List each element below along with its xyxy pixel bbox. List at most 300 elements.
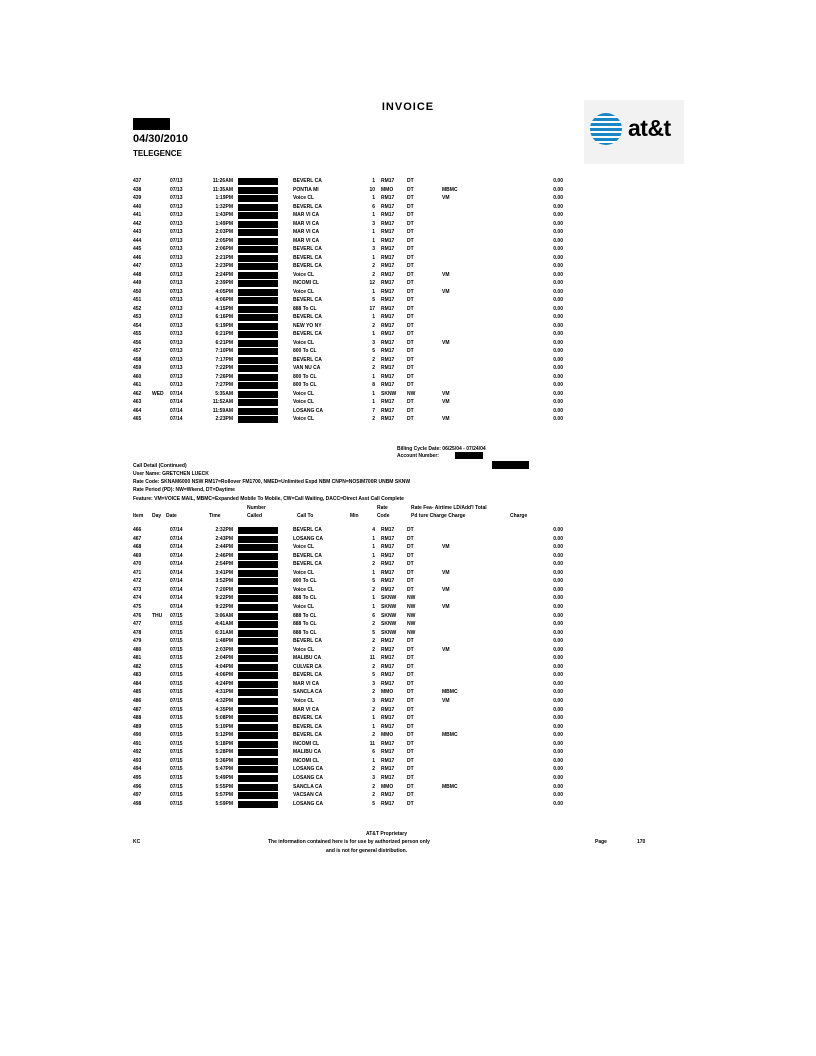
cell-min: 1 [372,288,375,295]
cell-min: 11 [369,740,375,747]
cell-total: 0.00 [553,586,563,593]
cell-code: RM17 [381,229,395,235]
cell-call: BEVERL CA [293,203,322,210]
redacted-number [238,238,278,245]
cell-code: RM17 [381,774,395,781]
cell-code: RM17 [381,288,395,295]
cell-item: 451 [133,297,142,303]
cell-rfeat: DT [407,586,414,593]
cell-item: 494 [133,766,142,773]
cell-time: 2:03PM [215,229,233,235]
redacted-number [238,570,278,577]
cell-date: 07/14 [170,527,183,533]
cell-min: 3 [372,774,375,781]
cell-total: 0.00 [553,407,563,414]
table-row [0,561,816,568]
cell-call: MAR VI CA [293,706,320,713]
cell-total: 0.00 [553,263,563,269]
table-row [0,613,816,620]
table-row [0,724,816,731]
cell-rfeat: NW [407,629,416,636]
table-row [0,255,816,262]
cell-code: SKNW [381,629,397,636]
table-row [0,638,816,645]
cell-time: 2:21PM [215,254,233,261]
cell-min: 2 [372,263,375,269]
cell-feat: VM [442,698,450,704]
cell-item: 487 [133,706,142,713]
cell-time: 4:35PM [215,706,233,713]
cell-min: 11 [369,655,375,662]
cell-code: RM17 [381,237,395,244]
cell-call: MAR VI CA [293,220,320,227]
cell-total: 0.00 [553,800,563,807]
cell-rfeat: DT [407,535,414,542]
redacted-number [238,698,278,705]
cell-time: 1:32PM [215,203,233,210]
cell-item: 485 [133,689,142,696]
cell-min: 2 [372,646,375,653]
footer-info-line1: The information contained here is for use by authorized person only [268,839,430,845]
cell-feat: VM [442,416,450,422]
cell-rfeat: DT [407,638,414,645]
cell-time: 2:06PM [215,246,233,252]
cell-total: 0.00 [553,535,563,542]
redacted-number [238,212,278,219]
footer-info-line2: and is not for general distribution. [326,848,408,854]
cell-feat: VM [442,646,450,653]
cell-time: 2:23PM [215,263,233,269]
cell-total: 0.00 [553,612,563,619]
cell-call: LOSANG CA [293,774,323,781]
cell-rfeat: DT [407,698,414,704]
cell-code: RM17 [381,766,395,773]
cell-date: 07/13 [170,339,183,346]
cell-rfeat: DT [407,178,414,184]
cell-call: LOSANG CA [293,766,323,773]
cell-item: 440 [133,203,142,210]
cell-min: 3 [372,246,375,252]
cell-date: 07/15 [170,672,183,679]
cell-rfeat: DT [407,348,414,354]
table-row [0,672,816,679]
cell-rfeat: DT [407,706,414,713]
table-row [0,204,816,211]
table-row [0,775,816,782]
cell-rfeat: NW [407,595,416,602]
redacted-number [238,289,278,296]
cell-date: 07/15 [170,706,183,713]
table-row [0,280,816,287]
cell-call: 800 To CL [293,373,317,380]
redacted-number [238,689,278,696]
redacted-number [238,382,278,389]
cell-time: 9:22PM [215,595,233,602]
cell-code: RM17 [381,263,395,269]
cell-rfeat: DT [407,212,414,218]
cell-call: BEVERL CA [293,178,322,184]
cell-rfeat: DT [407,723,414,730]
cell-code: RM17 [381,663,395,670]
cell-item: 437 [133,178,142,184]
cell-date: 07/15 [170,663,183,670]
cell-rfeat: DT [407,195,414,201]
cell-call: Voice CL [293,603,315,610]
cell-time: 2:43PM [215,535,233,542]
table-row [0,340,816,347]
company-name: TELEGENCE [133,149,182,158]
cell-rfeat: DT [407,663,414,670]
cell-item: 458 [133,356,142,363]
cell-total: 0.00 [553,305,563,312]
cell-code: RM17 [381,220,395,227]
cell-call: BEVERL CA [293,356,322,363]
cell-min: 1 [372,569,375,576]
cell-code: RM17 [381,254,395,261]
redacted-number [238,297,278,304]
cell-time: 3:06AM [215,612,233,619]
cell-min: 1 [372,715,375,722]
cell-code: RM17 [381,203,395,210]
redacted-number [238,195,278,202]
table-row [0,382,816,389]
cell-time: 5:47PM [215,766,233,773]
cell-time: 7:27PM [215,382,233,388]
cell-time: 1:43PM [215,212,233,218]
table-row [0,246,816,253]
cell-date: 07/13 [170,220,183,227]
cell-call: LOSANG CA [293,407,323,414]
cell-date: 07/13 [170,356,183,363]
cell-code: RM17 [381,178,395,184]
cell-total: 0.00 [553,195,563,201]
cell-total: 0.00 [553,237,563,244]
cell-rfeat: DT [407,757,414,764]
cell-day: WED [152,390,164,397]
cell-rfeat: DT [407,339,414,346]
cell-time: 11:26AM [212,178,233,184]
cell-min: 2 [372,792,375,799]
cell-code: RM17 [381,586,395,593]
cell-total: 0.00 [553,766,563,773]
cell-min: 2 [372,416,375,422]
cell-date: 07/13 [170,178,183,184]
cell-total: 0.00 [553,689,563,696]
cell-time: 2:32PM [215,527,233,533]
cell-rfeat: DT [407,305,414,312]
cell-min: 3 [372,220,375,227]
cell-rfeat: DT [407,792,414,799]
cell-item: 483 [133,672,142,679]
cell-call: LOSANG CA [293,535,323,542]
cell-code: RM17 [381,655,395,662]
cell-total: 0.00 [553,672,563,679]
table-row [0,306,816,313]
cell-min: 1 [372,535,375,542]
cell-item: 495 [133,774,142,781]
cell-time: 3:52PM [215,578,233,585]
cell-call: BEVERL CA [293,715,322,722]
redacted-number [238,323,278,330]
cell-call: BEVERL CA [293,314,322,320]
cell-min: 2 [372,586,375,593]
rate-period: Rate Period (PD): NW=Wkend, DT=Daytime [133,487,235,493]
cell-code: RM17 [381,715,395,722]
cell-date: 07/14 [170,561,183,568]
cell-date: 07/15 [170,783,183,790]
redacted-number [238,416,278,423]
cell-min: 2 [372,621,375,628]
cell-time: 1:49PM [215,220,233,227]
cell-item: 480 [133,646,142,653]
cell-min: 5 [372,297,375,303]
cell-item: 449 [133,280,142,286]
cell-item: 482 [133,663,142,670]
cell-call: Voice CL [293,586,315,593]
cell-item: 498 [133,800,142,807]
cell-min: 1 [372,757,375,764]
table-row [0,238,816,245]
cell-total: 0.00 [553,749,563,756]
table-row [0,408,816,415]
redacted-number [238,724,278,731]
cell-min: 6 [372,749,375,756]
redacted-number [238,801,278,808]
redacted-number [238,766,278,773]
redacted-number [238,749,278,756]
cell-item: 460 [133,373,142,380]
cell-call: BEVERL CA [293,672,322,679]
table-row [0,263,816,270]
table-row [0,664,816,671]
cell-date: 07/14 [170,569,183,576]
cell-time: 5:55PM [215,783,233,790]
cell-item: 453 [133,314,142,320]
cell-item: 441 [133,212,142,218]
cell-call: CULVER CA [293,663,322,670]
cell-min: 1 [372,237,375,244]
cell-call: MALIBU CA [293,749,322,756]
table-row [0,621,816,628]
cell-total: 0.00 [553,740,563,747]
cell-item: 476 [133,612,142,619]
cell-feat: VM [442,195,450,201]
cell-total: 0.00 [553,527,563,533]
cell-item: 446 [133,254,142,261]
cell-call: MAR VI CA [293,212,320,218]
cell-total: 0.00 [553,297,563,303]
cell-date: 07/15 [170,638,183,645]
cell-rfeat: DT [407,237,414,244]
redacted-number [238,272,278,279]
cell-date: 07/14 [170,416,183,422]
cell-total: 0.00 [553,757,563,764]
user-name: User Name: GRETCHEN LUECK [133,471,209,477]
cell-min: 2 [372,638,375,645]
cell-rfeat: DT [407,800,414,807]
redacted-number [238,280,278,287]
col-header-rate-fea: Rate Fea- Airtime LD/Add'l Total [411,505,487,511]
cell-code: MMO [381,689,394,696]
cell-time: 7:10PM [215,348,233,354]
cell-date: 07/13 [170,373,183,380]
cell-call: PONTIA MI [293,186,319,193]
table-row [0,544,816,551]
cell-call: Voice CL [293,271,315,278]
cell-time: 5:08PM [215,715,233,722]
cell-total: 0.00 [553,399,563,405]
table-row [0,289,816,296]
cell-time: 2:23PM [215,416,233,422]
table-row [0,595,816,602]
cell-code: RM17 [381,314,395,320]
cell-min: 2 [372,766,375,773]
cell-item: 463 [133,399,142,405]
cell-total: 0.00 [553,603,563,610]
redacted-number [238,391,278,398]
cell-code: RM17 [381,706,395,713]
cell-date: 07/13 [170,254,183,261]
cell-time: 2:03PM [215,646,233,653]
cell-time: 6:21PM [215,339,233,346]
cell-date: 07/15 [170,723,183,730]
redacted-block [492,461,529,469]
cell-code: RM17 [381,749,395,756]
cell-total: 0.00 [553,416,563,422]
col-header-rate: Rate [377,505,388,511]
cell-item: 448 [133,271,142,278]
cell-min: 1 [372,178,375,184]
cell-time: 1:48PM [215,638,233,645]
cell-date: 07/15 [170,774,183,781]
cell-code: RM17 [381,407,395,414]
cell-total: 0.00 [553,339,563,346]
col-header-date: Date [166,513,177,519]
cell-feat: VM [442,399,450,405]
cell-min: 1 [372,544,375,551]
cell-total: 0.00 [553,792,563,799]
cell-item: 454 [133,322,142,329]
table-row [0,784,816,791]
cell-item: 484 [133,680,142,687]
cell-date: 07/15 [170,732,183,739]
cell-code: RM17 [381,305,395,312]
cell-min: 2 [372,689,375,696]
cell-call: NEW YO NY [293,322,322,329]
table-row [0,195,816,202]
cell-rfeat: DT [407,254,414,261]
redacted-number [238,715,278,722]
cell-call: BEVERL CA [293,246,322,252]
cell-total: 0.00 [553,621,563,628]
cell-call: Voice CL [293,195,315,201]
cell-rfeat: DT [407,229,414,235]
cell-total: 0.00 [553,373,563,380]
cell-code: RM17 [381,672,395,679]
cell-total: 0.00 [553,569,563,576]
cell-code: RM17 [381,339,395,346]
cell-min: 2 [372,322,375,329]
cell-call: Voice CL [293,288,315,295]
cell-call: MAR VI CA [293,229,320,235]
cell-time: 2:54PM [215,561,233,568]
cell-total: 0.00 [553,774,563,781]
att-globe-icon [590,113,622,145]
cell-item: 444 [133,237,142,244]
cell-code: RM17 [381,680,395,687]
cell-item: 468 [133,544,142,551]
cell-code: RM17 [381,561,395,568]
cell-total: 0.00 [553,331,563,337]
cell-call: Voice CL [293,399,315,405]
cell-call: INCOMI CL [293,757,320,764]
cell-total: 0.00 [553,646,563,653]
cell-date: 07/14 [170,578,183,585]
cell-min: 5 [372,348,375,354]
cell-time: 4:41AM [215,621,233,628]
cell-min: 5 [372,672,375,679]
cell-date: 07/15 [170,757,183,764]
table-row [0,766,816,773]
table-row [0,331,816,338]
redacted-number [238,784,278,791]
rate-code: Rate Code: SKNAM6000 NSW RM17=Rollover FM1700, NMED=Unlimited Expd NBM CNPN=NOSIM700R UNBM SKNW [133,479,411,485]
cell-rfeat: DT [407,672,414,679]
cell-call: 888 To CL [293,612,317,619]
redacted-number [238,374,278,381]
cell-date: 07/13 [170,246,183,252]
cell-call: BEVERL CA [293,723,322,730]
cell-total: 0.00 [553,322,563,329]
cell-date: 07/14 [170,603,183,610]
cell-total: 0.00 [553,254,563,261]
cell-time: 2:46PM [215,552,233,559]
cell-rfeat: DT [407,527,414,533]
cell-total: 0.00 [553,229,563,235]
redacted-number [238,561,278,568]
cell-total: 0.00 [553,348,563,354]
cell-date: 07/13 [170,297,183,303]
cell-time: 5:35AM [215,390,233,397]
col-header-called: Called [247,513,263,519]
table-row [0,801,816,808]
table-row [0,647,816,654]
cell-time: 5:10PM [215,723,233,730]
cell-code: RM17 [381,638,395,645]
cell-time: 3:41PM [215,569,233,576]
table-row [0,357,816,364]
cell-rfeat: DT [407,689,414,696]
col-header-item: Item [133,513,144,519]
cell-rfeat: DT [407,263,414,269]
cell-call: 888 To CL [293,305,317,312]
cell-call: Voice CL [293,569,315,576]
cell-time: 4:32PM [215,698,233,704]
cell-date: 07/13 [170,348,183,354]
cell-min: 2 [372,663,375,670]
cell-code: RM17 [381,356,395,363]
redacted-number [238,595,278,602]
redacted-number [238,263,278,270]
redacted-number [238,732,278,739]
col-header-call-to: Call To [297,513,314,519]
redacted-number [238,357,278,364]
cell-code: RM17 [381,800,395,807]
table-row [0,187,816,194]
cell-rfeat: DT [407,680,414,687]
cell-total: 0.00 [553,655,563,662]
redacted-number [238,681,278,688]
